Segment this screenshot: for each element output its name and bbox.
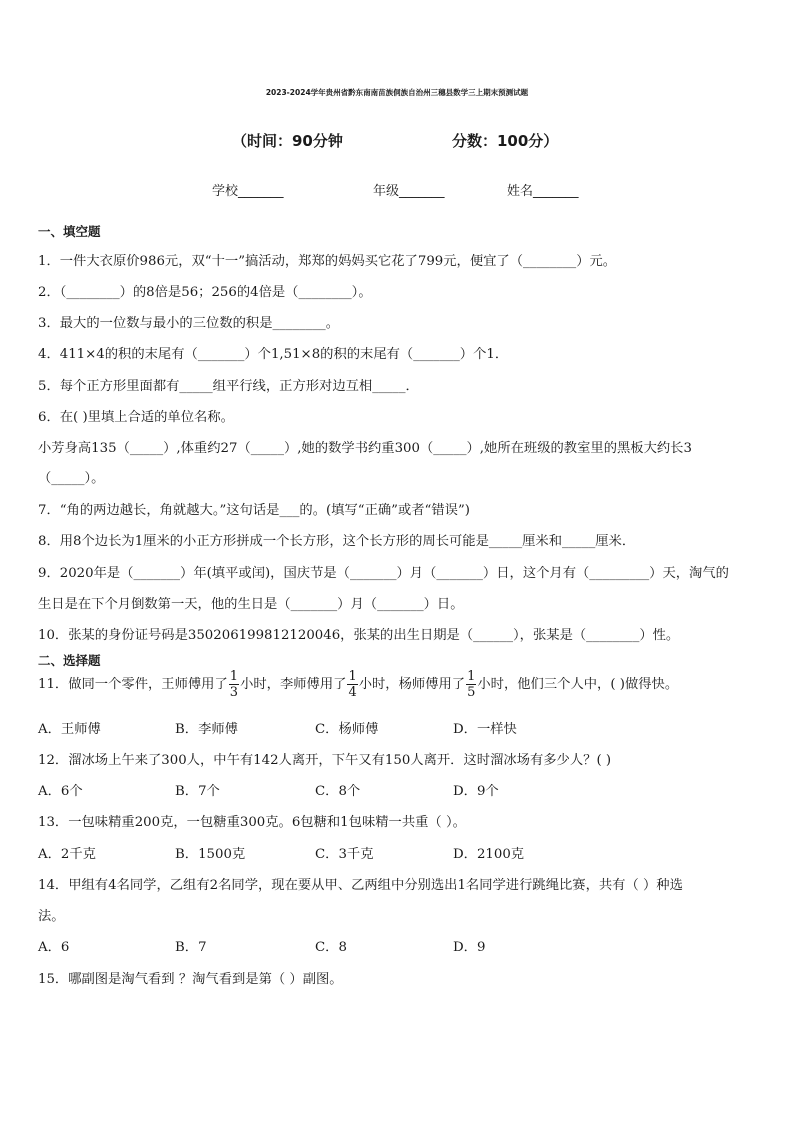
option-d: D．2100克 bbox=[453, 847, 525, 862]
question-6-line2: 小芳身高135（_____）,体重约27（_____）,她的数学书约重300（_____）,她所在班级的教室里的黑板大约长3 bbox=[38, 441, 692, 456]
school-field: 学校_______ bbox=[212, 184, 284, 199]
question-9: 9．2020年是（_______）年(填平或闰)，国庆节是（_______）月（_______）日，这个月有（_________）天，淘气的 bbox=[38, 566, 729, 581]
option-b: B．7 bbox=[175, 940, 207, 955]
option-b: B．李师傅 bbox=[175, 722, 238, 737]
question-5: 5．每个正方形里面都有_____组平行线，正方形对边互相_____． bbox=[38, 379, 419, 394]
question-2: 2．（________）的8倍是56；256的4倍是（________）。 bbox=[38, 285, 372, 300]
fraction-one-fourth bbox=[347, 670, 357, 699]
fraction-one-third bbox=[229, 670, 239, 699]
question-14: 14．甲组有4名同学，乙组有2名同学，现在要从甲、乙两组中分别选出1名同学进行跳绳比赛，共有（ ）种选 bbox=[38, 878, 683, 893]
section-choice-heading: 二、选择题 bbox=[38, 653, 101, 668]
question-11-suffix: 小时，他们三个人中，( )做得快。 bbox=[477, 677, 679, 692]
option-b: B．7个 bbox=[175, 784, 220, 799]
total-score: 分数：100分） bbox=[452, 132, 559, 150]
option-c: C．3千克 bbox=[315, 847, 374, 862]
option-d: D．9 bbox=[453, 940, 486, 955]
grade-field: 年级_______ bbox=[373, 184, 445, 199]
question-4: 4．411×4的积的末尾有（_______）个1,51×8的积的末尾有（_______）个1． bbox=[38, 347, 509, 362]
question-12: 12．溜冰场上午来了300人，中午有142人离开，下午又有150人离开．这时溜冰场有多少人？( ) bbox=[38, 753, 612, 768]
option-d: D．9个 bbox=[453, 784, 499, 799]
option-b: B．1500克 bbox=[175, 847, 246, 862]
option-a: A．6 bbox=[38, 940, 70, 955]
question-10: 10．张某的身份证号码是350206199812120046，张某的出生日期是（______），张某是（________）性。 bbox=[38, 628, 680, 643]
fraction-numerator: 1 bbox=[467, 669, 476, 684]
fraction-denominator: 5 bbox=[467, 685, 476, 700]
fraction-numerator: 1 bbox=[229, 669, 239, 684]
question-11-mid1: 小时，李师傅用了 bbox=[240, 677, 347, 692]
question-11 bbox=[38, 670, 678, 699]
question-14-line2: 法。 bbox=[38, 909, 65, 924]
name-field: 姓名_______ bbox=[507, 184, 579, 199]
question-11-mid2: 小时，杨师傅用了 bbox=[358, 677, 466, 692]
question-3: 3．最大的一位数与最小的三位数的积是________。 bbox=[38, 316, 339, 331]
question-6-line3: （_____）。 bbox=[38, 471, 105, 486]
fraction-denominator: 3 bbox=[229, 685, 239, 700]
fraction-numerator: 1 bbox=[348, 669, 357, 684]
option-c: C．杨师傅 bbox=[315, 722, 379, 737]
question-9-line2: 生日是在下个月倒数第一天，他的生日是（_______）月（_______）日。 bbox=[38, 597, 464, 612]
option-c: C．8个 bbox=[315, 784, 361, 799]
option-a: A．王师傅 bbox=[38, 722, 101, 737]
option-c: C．8 bbox=[315, 940, 347, 955]
option-a: A．2千克 bbox=[38, 847, 96, 862]
question-1: 1．一件大衣原价986元，双“十一”搞活动，郑郑的妈妈买它花了799元，便宜了（________）元。 bbox=[38, 254, 617, 269]
section-fill-heading: 一、填空题 bbox=[38, 224, 101, 239]
question-13: 13．一包味精重200克，一包糖重300克。6包糖和1包味精一共重（ ）。 bbox=[38, 815, 466, 830]
question-8: 8．用8个边长为1厘米的小正方形拼成一个长方形，这个长方形的周长可能是_____厘米和_____厘米． bbox=[38, 534, 636, 549]
question-7: 7．“角的两边越长，角就越大。”这句话是___的。(填写“正确”或者“错误”) bbox=[38, 503, 470, 518]
fraction-denominator: 4 bbox=[348, 685, 357, 700]
option-d: D．一样快 bbox=[453, 722, 517, 737]
option-a: A．6个 bbox=[38, 784, 83, 799]
question-15: 15．哪副图是淘气看到 ？淘气看到是第（ ）副图。 bbox=[38, 972, 343, 987]
question-11-prefix: 11．做同一个零件，王师傅用了 bbox=[38, 677, 228, 692]
question-6: 6．在( )里填上合适的单位名称。 bbox=[38, 410, 234, 425]
exam-title: 2023-2024学年贵州省黔东南南苗族侗族自治州三穗县数学三上期末预测试题 bbox=[265, 88, 529, 97]
fraction-one-fifth bbox=[466, 670, 476, 699]
time-limit: （时间：90分钟 bbox=[232, 132, 343, 150]
